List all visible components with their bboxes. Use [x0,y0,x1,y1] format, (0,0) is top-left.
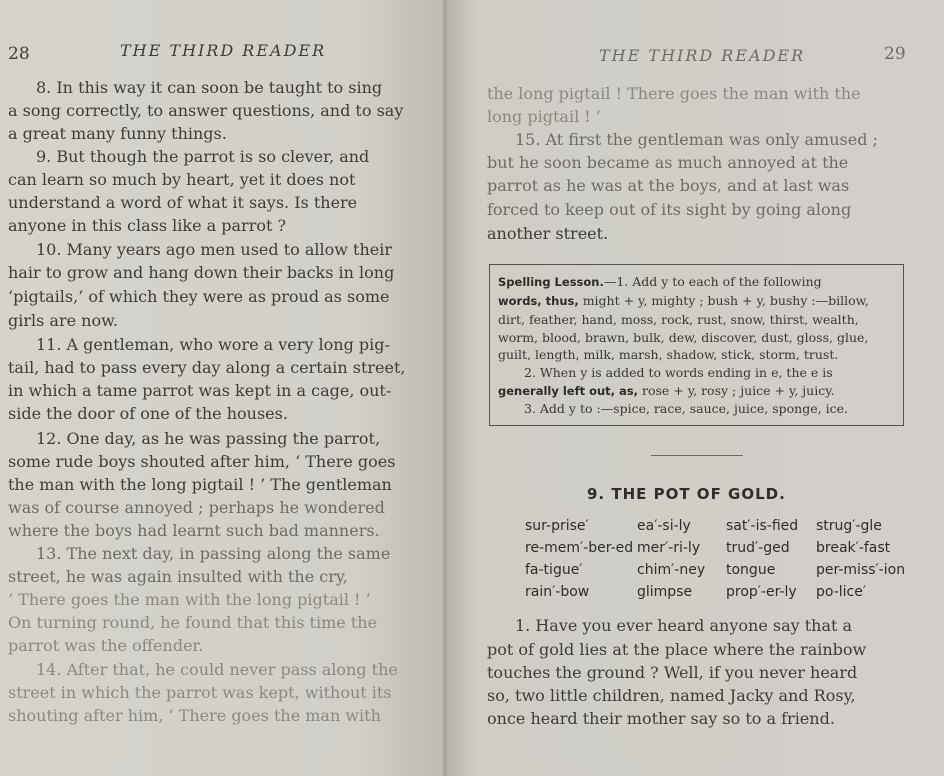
text-line: can learn so much by heart, yet it does not [8,170,356,189]
text-line: 14. After that, he could never pass along the [36,660,398,679]
spelling-lesson-box [489,264,904,426]
text-line: shouting after him, ‘ There goes the man with [8,706,381,725]
spelling-line: 3. Add y to :—spice, race, sauce, juice, sponge, ice. [524,401,848,416]
spelling-line: words, thus, might + y, mighty ; bush + y, bushy :—billow, [498,293,869,308]
vocab-word: ea′-si-ly [637,518,691,534]
vocab-word: po-lice′ [816,584,867,600]
text-line: anyone in this class like a parrot ? [8,216,287,235]
text-line: so, two little children, named Jacky and Rosy, [487,686,856,705]
vocab-word: fa-tigue′ [525,562,583,578]
text-line: was of course annoyed ; perhaps he wondered [8,498,385,517]
spelling-line: Spelling Lesson.—1. Add y to each of the following [498,274,822,289]
text-line: 13. The next day, in passing along the same [36,544,391,563]
text-line: some rude boys shouted after him, ‘ There goes [8,452,396,471]
right-running-head: THE THIRD READER [599,46,806,65]
text-line: 15. At first the gentleman was only amused ; [515,130,878,149]
vocab-word: per-miss′-ion [816,562,906,578]
spelling-line: generally left out, as, rose + y, rosy ; juice + y, juicy. [498,383,835,398]
text-line: street in which the parrot was kept, without its [8,683,392,702]
text-line: street, he was again insulted with the cry, [8,567,348,586]
vocab-word: re-mem′-ber-ed [525,540,634,556]
text-line: another street. [487,224,609,243]
text-line: 9. But though the parrot is so clever, and [36,147,370,166]
right-page [447,0,944,776]
vocab-word: glimpse [637,584,693,600]
text-line: girls are now. [8,311,118,330]
text-line: parrot as he was at the boys, and at last was [487,176,850,195]
text-line: 8. In this way it can soon be taught to sing [36,78,383,97]
section-divider [651,455,743,456]
vocab-word: tongue [726,562,776,578]
text-line: a song correctly, to answer questions, and to say [8,101,404,120]
text-line: understand a word of what it says. Is there [8,193,358,212]
vocab-word: sur-prise′ [525,518,589,534]
text-line: side the door of one of the houses. [8,404,288,423]
vocab-word: mer′-ri-ly [637,540,701,556]
vocab-word: break′-fast [816,540,891,556]
text-line: the man with the long pigtail ! ’ The gentleman [8,475,392,494]
text-line: touches the ground ? Well, if you never heard [487,663,858,682]
spelling-line: guilt, length, milk, marsh, shadow, stick, storm, trust. [498,347,839,362]
vocab-word: rain′-bow [525,584,590,600]
text-line: in which a tame parrot was kept in a cage, out- [8,381,392,400]
vocab-word: chim′-ney [637,562,706,578]
right-page-number: 29 [884,44,906,64]
vocab-word: sat′-is-fied [726,518,799,534]
lesson-title: 9. THE POT OF GOLD. [587,485,786,503]
text-line: forced to keep out of its sight by going along [487,200,852,219]
spelling-line: worm, blood, brawn, bulk, dew, discover, dust, gloss, glue, [498,330,869,345]
left-page-number: 28 [8,44,30,64]
vocab-word: prop′-er-ly [726,584,797,600]
text-line: once heard their mother say so to a friend. [487,709,835,728]
text-line: 12. One day, as he was passing the parrot, [36,429,381,448]
text-line: 1. Have you ever heard anyone say that a [515,616,853,635]
text-line: ‘ There goes the man with the long pigtail ! ’ [8,590,371,609]
text-line: parrot was the offender. [8,636,204,655]
left-running-head: THE THIRD READER [120,41,327,60]
spelling-line: dirt, feather, hand, moss, rock, rust, snow, thirst, wealth, [498,312,859,327]
text-line: 11. A gentleman, who wore a very long pig- [36,335,390,354]
text-line: the long pigtail ! There goes the man with the [487,84,861,103]
left-page [0,0,447,776]
text-line: 10. Many years ago men used to allow their [36,240,393,259]
text-line: where the boys had learnt such bad manners. [8,521,380,540]
text-line: ‘pigtails,’ of which they were as proud as some [8,287,390,306]
text-line: hair to grow and hang down their backs in long [8,263,395,282]
text-line: On turning round, he found that this time the [8,613,378,632]
text-line: a great many funny things. [8,124,227,143]
text-line: but he soon became as much annoyed at the [487,153,849,172]
vocab-word: strug′-gle [816,518,882,534]
spelling-line: 2. When y is added to words ending in e, the e is [524,365,833,380]
text-line: tail, had to pass every day along a certain street, [8,358,406,377]
vocab-word: trud′-ged [726,540,790,556]
text-line: pot of gold lies at the place where the rainbow [487,640,867,659]
text-line: long pigtail ! ’ [487,107,601,126]
